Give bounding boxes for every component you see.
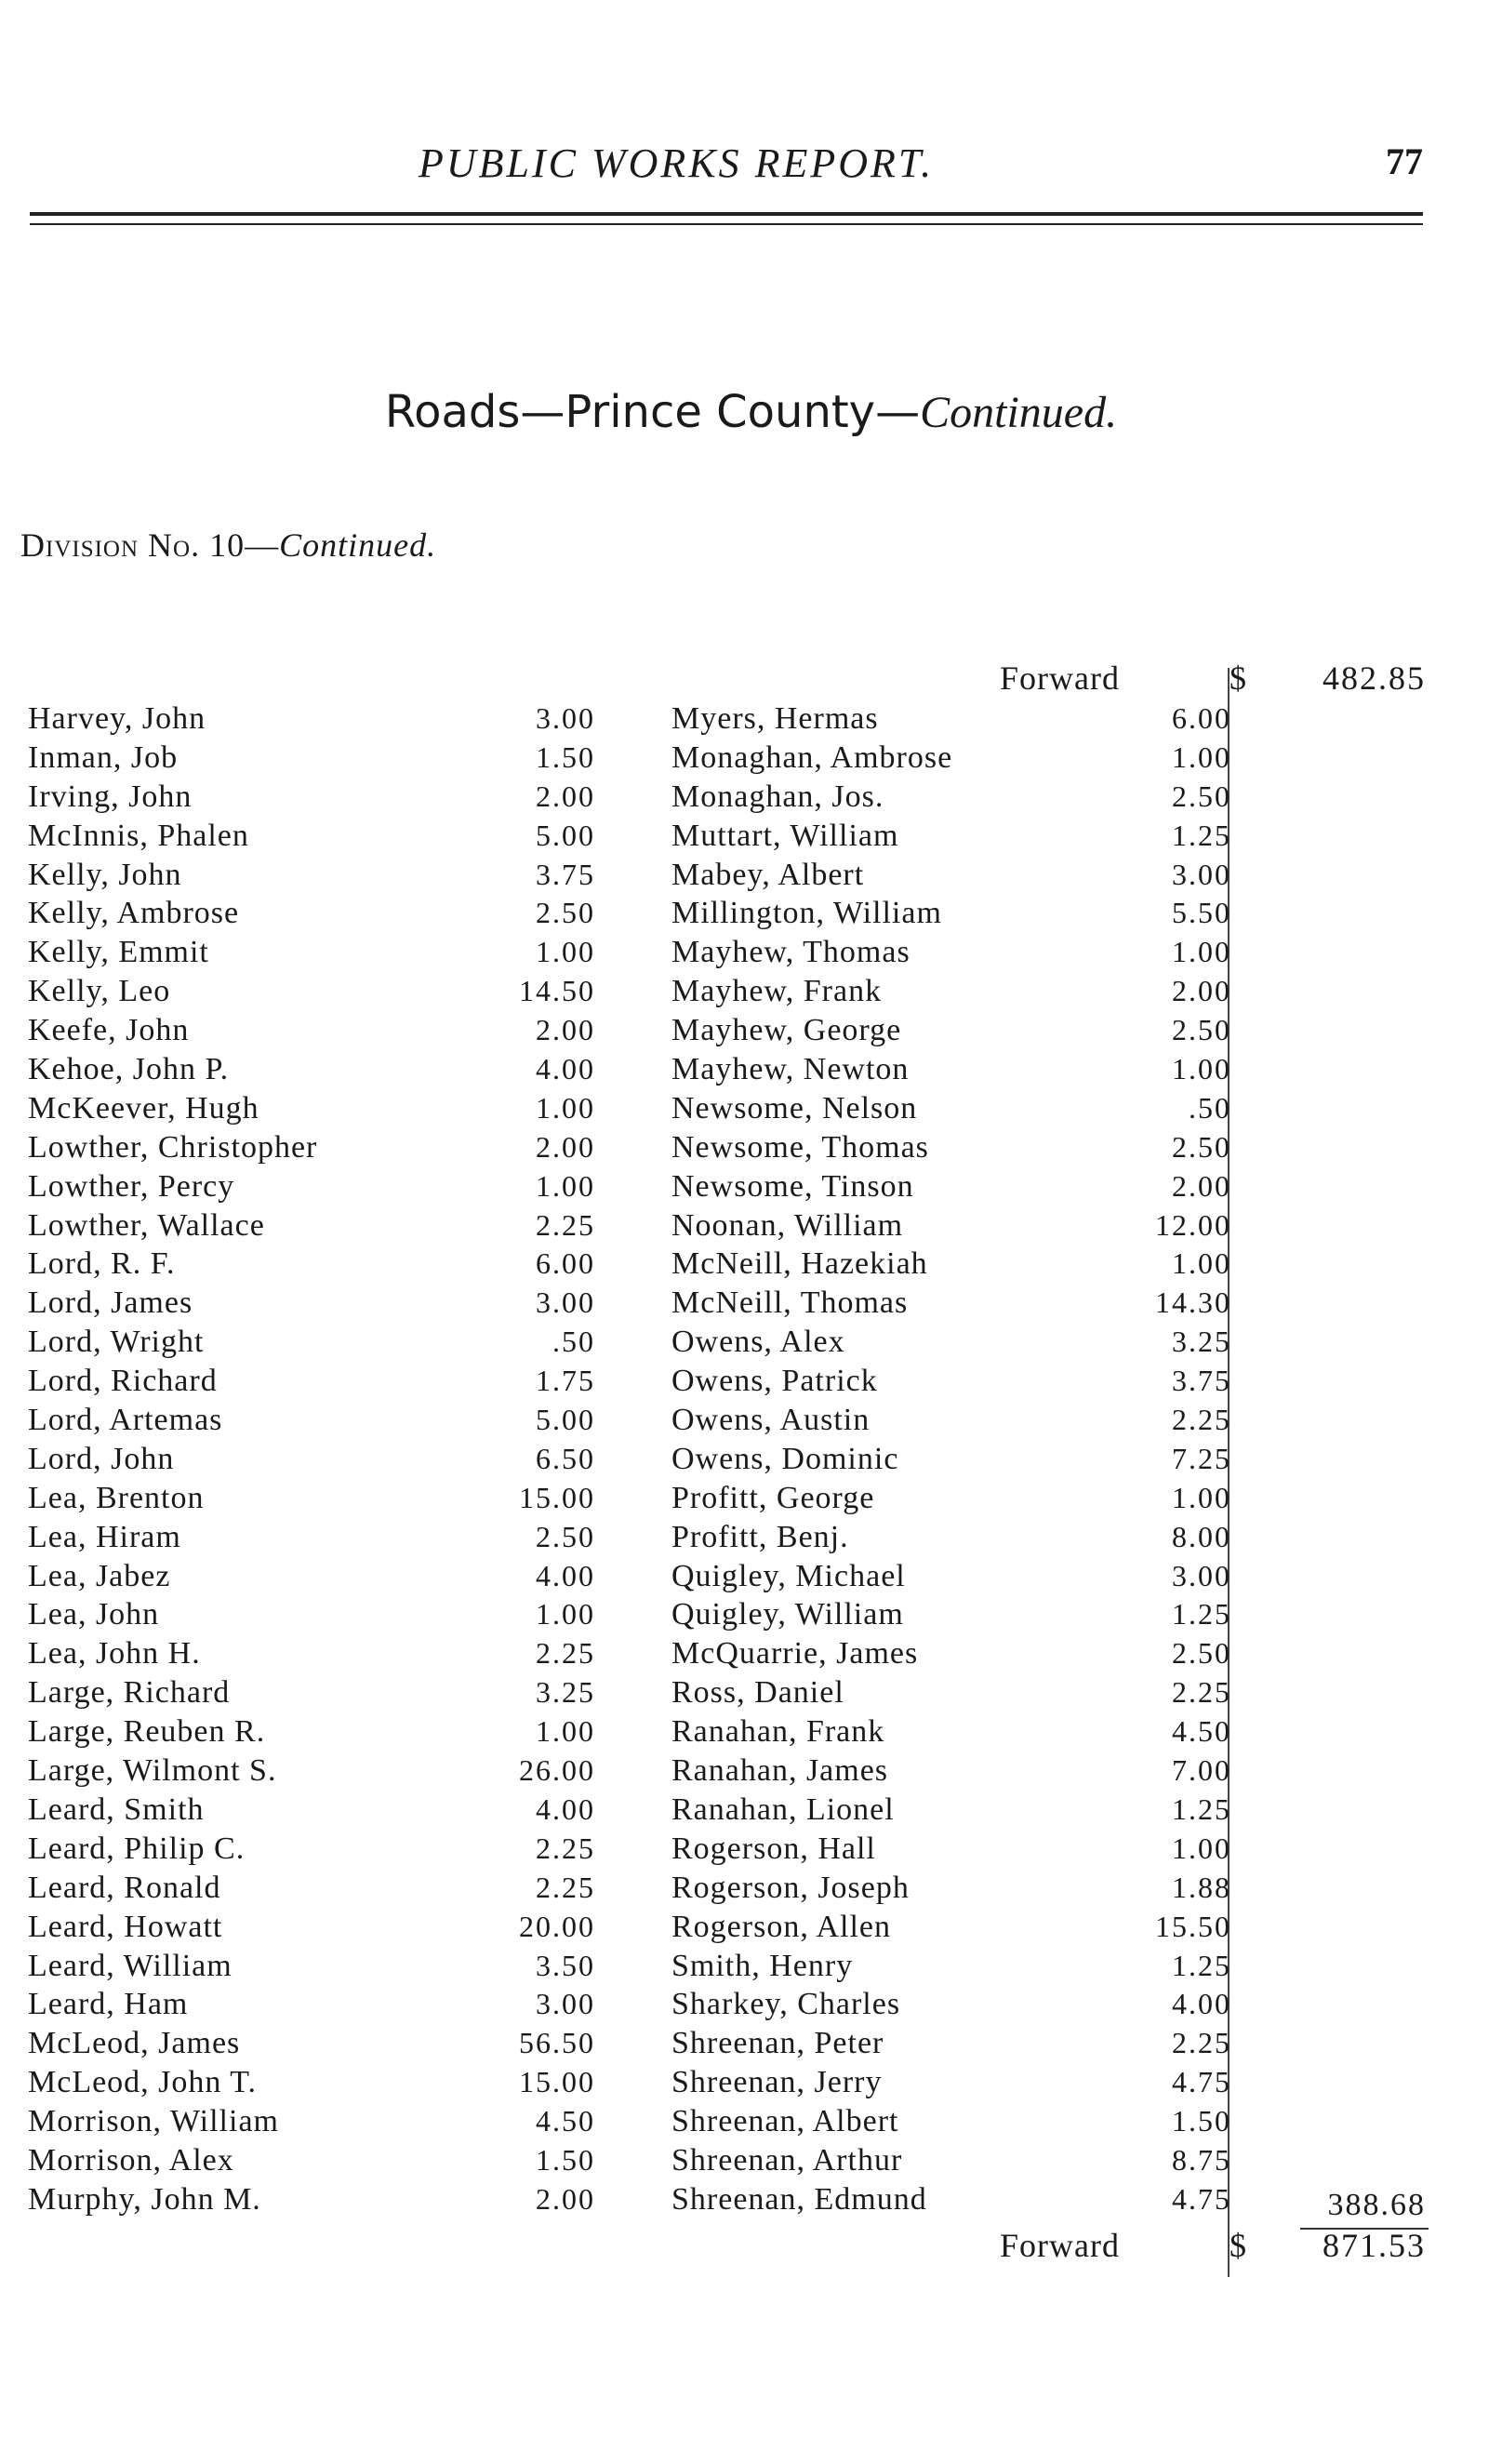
payee-name: Shreenan, Jerry <box>671 2065 883 2100</box>
right-column <box>671 699 1230 2219</box>
section-title-continued: Continued. <box>920 388 1118 437</box>
list-item <box>28 2180 595 2219</box>
payment-amount: 2.50 <box>1172 779 1231 813</box>
payment-amount: 1.00 <box>536 1597 595 1632</box>
payee-name: Lord, James <box>28 1285 193 1321</box>
list-item <box>28 1634 595 1673</box>
list-item <box>671 2180 1230 2219</box>
payment-amount: 20.00 <box>519 1909 595 1943</box>
payment-amount: 3.00 <box>536 1285 595 1320</box>
payee-name: McLeod, James <box>28 2026 241 2061</box>
list-item <box>671 1284 1230 1323</box>
payment-amount: 4.75 <box>1172 2181 1231 2216</box>
payee-name: Lea, John <box>28 1597 160 1632</box>
list-item <box>28 1595 595 1634</box>
payment-amount: 6.00 <box>1172 701 1231 735</box>
list-item <box>671 1673 1230 1712</box>
payment-amount: 4.00 <box>536 1052 595 1086</box>
list-item <box>671 1401 1230 1440</box>
payee-name: Inman, Job <box>28 739 179 775</box>
payment-amount: 1.25 <box>1172 1948 1231 1982</box>
payee-name: McLeod, John T. <box>28 2065 258 2100</box>
list-item <box>28 1673 595 1712</box>
list-item <box>28 1245 595 1284</box>
payee-name: Muttart, William <box>671 818 899 853</box>
payee-name: Kelly, Ambrose <box>28 896 240 931</box>
list-item <box>671 1791 1230 1830</box>
payment-amount: 26.00 <box>519 1753 595 1788</box>
list-item <box>28 2063 595 2102</box>
payment-amount: 2.50 <box>1172 1129 1231 1164</box>
list-item <box>671 933 1230 972</box>
section-title <box>0 386 1502 438</box>
payment-amount: 2.25 <box>1172 1403 1231 1437</box>
list-item <box>671 817 1230 856</box>
payee-name: Owens, Patrick <box>671 1364 878 1399</box>
payment-amount: 2.50 <box>536 1519 595 1553</box>
payee-name: Ross, Daniel <box>671 1675 844 1711</box>
list-item <box>28 1011 595 1050</box>
payment-amount: 56.50 <box>519 2026 595 2060</box>
payee-name: Mabey, Albert <box>671 857 865 892</box>
payee-name: Quigley, Michael <box>671 1558 906 1593</box>
payment-amount: 2.00 <box>1172 1168 1231 1203</box>
list-item <box>28 1401 595 1440</box>
list-item <box>671 1167 1230 1206</box>
payment-amount: 1.25 <box>1172 1597 1231 1632</box>
list-item <box>671 1751 1230 1791</box>
payee-name: Lord, R. F. <box>28 1246 176 1282</box>
list-item <box>28 933 595 972</box>
list-item <box>28 1869 595 1908</box>
list-item <box>28 1128 595 1167</box>
list-item <box>28 778 595 817</box>
payee-name: McNeill, Thomas <box>671 1285 909 1321</box>
payee-name: Myers, Hermas <box>671 701 879 736</box>
payee-name: McNeill, Hazekiah <box>671 1246 928 1282</box>
payee-name: Kehoe, John P. <box>28 1052 230 1087</box>
payee-name: Leard, Ronald <box>28 1870 221 1905</box>
payee-name: Newsome, Nelson <box>671 1090 918 1125</box>
payee-name: Ranahan, Frank <box>671 1714 885 1750</box>
payee-name: Sharkey, Charles <box>671 1987 901 2022</box>
payee-name: McKeever, Hugh <box>28 1090 259 1125</box>
payee-name: Lea, Brenton <box>28 1480 205 1515</box>
list-item <box>28 1284 595 1323</box>
forward-label: Forward <box>1000 2227 1120 2264</box>
payment-amount: 4.00 <box>1172 1987 1231 2021</box>
payee-name: Mayhew, Newton <box>671 1052 910 1087</box>
list-item <box>671 1634 1230 1673</box>
payment-amount: 14.50 <box>519 974 595 1008</box>
payee-name: Lea, Jabez <box>28 1558 171 1593</box>
payment-amount: 3.50 <box>536 1948 595 1982</box>
payee-name: Mayhew, Thomas <box>671 935 911 970</box>
list-item <box>28 1518 595 1557</box>
payee-name: Leard, Howatt <box>28 1909 223 1944</box>
payee-name: Rogerson, Hall <box>671 1831 876 1866</box>
list-item <box>28 1440 595 1479</box>
payment-amount: 3.00 <box>536 701 595 735</box>
payment-amount: 1.50 <box>536 2142 595 2177</box>
payment-amount: 2.00 <box>536 2181 595 2216</box>
left-column <box>28 699 595 2219</box>
payee-name: Kelly, Emmit <box>28 935 209 970</box>
payment-amount: 2.50 <box>1172 1013 1231 1047</box>
payment-amount: 3.25 <box>1172 1325 1231 1359</box>
payment-amount: 1.88 <box>1172 1870 1231 1904</box>
payee-name: Lea, John H. <box>28 1636 201 1672</box>
list-item <box>28 1985 595 2024</box>
list-item <box>671 1518 1230 1557</box>
payee-name: Lea, Hiram <box>28 1519 181 1554</box>
list-item <box>671 1089 1230 1128</box>
payee-name: Owens, Dominic <box>671 1441 899 1476</box>
list-item <box>671 1323 1230 1362</box>
header-rule-thin <box>30 223 1423 225</box>
payee-name: Leard, William <box>28 1948 233 1983</box>
payee-name: Quigley, William <box>671 1597 904 1632</box>
list-item <box>671 856 1230 895</box>
payee-name: Newsome, Tinson <box>671 1168 914 1204</box>
list-item <box>28 1206 595 1245</box>
payee-name: Profitt, Benj. <box>671 1519 849 1554</box>
payment-amount: 1.75 <box>536 1364 595 1398</box>
payee-name: Lord, John <box>28 1441 175 1476</box>
payment-amount: 2.00 <box>1172 974 1231 1008</box>
list-item <box>671 1595 1230 1634</box>
payee-name: Murphy, John M. <box>28 2181 261 2217</box>
right-column-subtotal: 388.68 <box>1327 2188 1426 2222</box>
list-item <box>671 699 1230 739</box>
payment-amount: 2.00 <box>536 779 595 813</box>
payment-amount: 3.00 <box>1172 857 1231 891</box>
payee-name: Noonan, William <box>671 1207 904 1243</box>
list-item <box>28 1712 595 1751</box>
payee-name: Harvey, John <box>28 701 206 736</box>
payee-name: Owens, Alex <box>671 1325 845 1360</box>
list-item <box>28 1089 595 1128</box>
payment-amount: 3.00 <box>1172 1558 1231 1592</box>
payee-name: Shreenan, Albert <box>671 2104 899 2139</box>
payment-amount: 1.50 <box>1172 2104 1231 2138</box>
division-heading <box>20 526 436 565</box>
header-rule-thick <box>30 212 1423 216</box>
payment-amount: 3.75 <box>1172 1364 1231 1398</box>
payment-amount: 2.00 <box>536 1129 595 1164</box>
list-item <box>671 1050 1230 1089</box>
payee-name: Morrison, Alex <box>28 2142 234 2178</box>
running-head <box>0 140 1502 195</box>
payment-amount: 1.25 <box>1172 818 1231 852</box>
payment-amount: .50 <box>1189 1090 1231 1125</box>
payment-amount: 6.00 <box>536 1246 595 1281</box>
list-item <box>671 1908 1230 1947</box>
list-item <box>28 1323 595 1362</box>
payment-amount: 2.25 <box>1172 2026 1231 2060</box>
payment-amount: 15.50 <box>1155 1909 1231 1943</box>
payment-amount: 14.30 <box>1155 1285 1231 1320</box>
dollar-sign: $ <box>1230 659 1246 697</box>
payee-name: Newsome, Thomas <box>671 1129 929 1165</box>
list-item <box>671 739 1230 778</box>
payee-name: Lord, Artemas <box>28 1403 223 1438</box>
payment-amount: 2.25 <box>536 1636 595 1671</box>
division-continued: Continued. <box>279 526 437 564</box>
payee-name: Irving, John <box>28 779 193 814</box>
payment-amount: 15.00 <box>519 1480 595 1514</box>
payee-name: McInnis, Phalen <box>28 818 249 853</box>
payee-name: Monaghan, Ambrose <box>671 739 953 775</box>
list-item <box>28 1791 595 1830</box>
payee-name: Morrison, William <box>28 2104 279 2139</box>
division-label: Division No. <box>20 526 201 564</box>
list-item <box>28 1908 595 1947</box>
payment-amount: 2.50 <box>536 896 595 930</box>
list-item <box>28 1167 595 1206</box>
payment-amount: 5.00 <box>536 818 595 852</box>
list-item <box>28 2141 595 2180</box>
payee-name: Lord, Richard <box>28 1364 218 1399</box>
list-item <box>28 1830 595 1869</box>
division-number: 10— <box>209 526 280 564</box>
payment-amount: 1.00 <box>1172 1246 1231 1281</box>
payee-name: Kelly, John <box>28 857 182 892</box>
list-item <box>28 1479 595 1518</box>
payee-name: Leard, Philip C. <box>28 1831 246 1866</box>
payment-amount: 2.25 <box>1172 1675 1231 1710</box>
forward-row-top <box>0 659 1502 699</box>
list-item <box>671 1011 1230 1050</box>
list-item <box>671 1712 1230 1751</box>
list-item <box>671 1557 1230 1596</box>
list-item <box>28 972 595 1011</box>
list-item <box>671 1440 1230 1479</box>
payment-amount: 2.25 <box>536 1207 595 1242</box>
running-title: PUBLIC WORKS REPORT. <box>419 140 935 186</box>
payee-name: Monaghan, Jos. <box>671 779 884 814</box>
list-item <box>28 2102 595 2141</box>
payment-amount: 1.00 <box>536 1168 595 1203</box>
list-item <box>671 2141 1230 2180</box>
list-item <box>28 894 595 933</box>
list-item <box>28 2024 595 2063</box>
payment-amount: 15.00 <box>519 2065 595 2099</box>
page-number: 77 <box>1386 140 1423 182</box>
list-item <box>28 1362 595 1401</box>
payment-amount: 1.00 <box>1172 739 1231 774</box>
list-item <box>671 1245 1230 1284</box>
payee-name: Leard, Smith <box>28 1791 205 1827</box>
payment-amount: 1.00 <box>1172 1831 1231 1865</box>
payment-amount: 6.50 <box>536 1441 595 1475</box>
payment-amount: .50 <box>552 1325 595 1359</box>
payment-amount: 8.00 <box>1172 1519 1231 1553</box>
payee-name: Leard, Ham <box>28 1987 189 2022</box>
list-item <box>671 2102 1230 2141</box>
payment-amount: 4.00 <box>536 1791 595 1826</box>
payment-amount: 3.75 <box>536 857 595 891</box>
list-item <box>671 1128 1230 1167</box>
payee-name: Lowther, Wallace <box>28 1207 265 1243</box>
payment-amount: 1.25 <box>1172 1791 1231 1826</box>
payment-amount: 2.25 <box>536 1870 595 1904</box>
payment-amount: 4.50 <box>1172 1714 1231 1749</box>
forward-amount: 482.85 <box>1323 659 1426 697</box>
list-item <box>671 1830 1230 1869</box>
payee-name: Shreenan, Edmund <box>671 2181 927 2217</box>
payment-amount: 4.75 <box>1172 2065 1231 2099</box>
forward-label: Forward <box>1000 659 1120 697</box>
list-item <box>28 856 595 895</box>
dollar-sign: $ <box>1230 2227 1246 2264</box>
payment-amount: 3.00 <box>536 1987 595 2021</box>
list-item <box>671 1985 1230 2024</box>
list-item <box>28 817 595 856</box>
payee-name: Kelly, Leo <box>28 974 171 1009</box>
payment-amount: 1.00 <box>536 1714 595 1749</box>
payment-amount: 1.00 <box>536 935 595 969</box>
payment-amount: 1.50 <box>536 739 595 774</box>
payee-name: McQuarrie, James <box>671 1636 919 1672</box>
payment-amount: 1.00 <box>1172 935 1231 969</box>
list-item <box>671 1479 1230 1518</box>
list-item <box>671 1869 1230 1908</box>
list-item <box>671 1362 1230 1401</box>
list-item <box>671 2063 1230 2102</box>
payee-name: Shreenan, Arthur <box>671 2142 903 2178</box>
payee-name: Rogerson, Joseph <box>671 1870 910 1905</box>
payment-amount: 1.00 <box>1172 1052 1231 1086</box>
list-item <box>671 894 1230 933</box>
payment-amount: 2.00 <box>536 1013 595 1047</box>
payment-amount: 1.00 <box>1172 1480 1231 1514</box>
payment-amount: 2.25 <box>536 1831 595 1865</box>
payee-name: Owens, Austin <box>671 1403 871 1438</box>
forward-row-bottom <box>0 2226 1502 2267</box>
payee-name: Lord, Wright <box>28 1325 205 1360</box>
payee-name: Large, Wilmont S. <box>28 1753 277 1789</box>
payment-amount: 1.00 <box>536 1090 595 1125</box>
list-item <box>671 778 1230 817</box>
payee-name: Large, Richard <box>28 1675 231 1711</box>
list-item <box>671 972 1230 1011</box>
payee-name: Rogerson, Allen <box>671 1909 891 1944</box>
payment-amount: 7.25 <box>1172 1441 1231 1475</box>
list-item <box>28 739 595 778</box>
payee-name: Keefe, John <box>28 1013 190 1048</box>
payment-amount: 4.50 <box>536 2104 595 2138</box>
payee-name: Mayhew, Frank <box>671 974 883 1009</box>
payee-name: Profitt, George <box>671 1480 875 1515</box>
forward-amount: 871.53 <box>1323 2227 1426 2264</box>
payee-name: Lowther, Christopher <box>28 1129 318 1165</box>
list-item <box>28 1050 595 1089</box>
list-item <box>28 699 595 739</box>
payment-amount: 2.50 <box>1172 1636 1231 1671</box>
list-item <box>671 1206 1230 1245</box>
payment-amount: 4.00 <box>536 1558 595 1592</box>
payment-amount: 12.00 <box>1155 1207 1231 1242</box>
list-item <box>28 1947 595 1986</box>
payee-name: Ranahan, Lionel <box>671 1791 895 1827</box>
payment-amount: 7.00 <box>1172 1753 1231 1788</box>
payee-name: Smith, Henry <box>671 1948 854 1983</box>
payee-name: Millington, William <box>671 896 942 931</box>
payment-amount: 3.25 <box>536 1675 595 1710</box>
payee-name: Lowther, Percy <box>28 1168 235 1204</box>
section-title-main: Roads—Prince County— <box>384 386 921 438</box>
payment-amount: 5.50 <box>1172 896 1231 930</box>
list-item <box>28 1557 595 1596</box>
list-item <box>28 1751 595 1791</box>
payee-name: Ranahan, James <box>671 1753 889 1789</box>
list-item <box>671 2024 1230 2063</box>
payee-name: Shreenan, Peter <box>671 2026 884 2061</box>
payment-amount: 5.00 <box>536 1403 595 1437</box>
list-item <box>671 1947 1230 1986</box>
payee-name: Large, Reuben R. <box>28 1714 266 1750</box>
payment-amount: 8.75 <box>1172 2142 1231 2177</box>
payee-name: Mayhew, George <box>671 1013 902 1048</box>
